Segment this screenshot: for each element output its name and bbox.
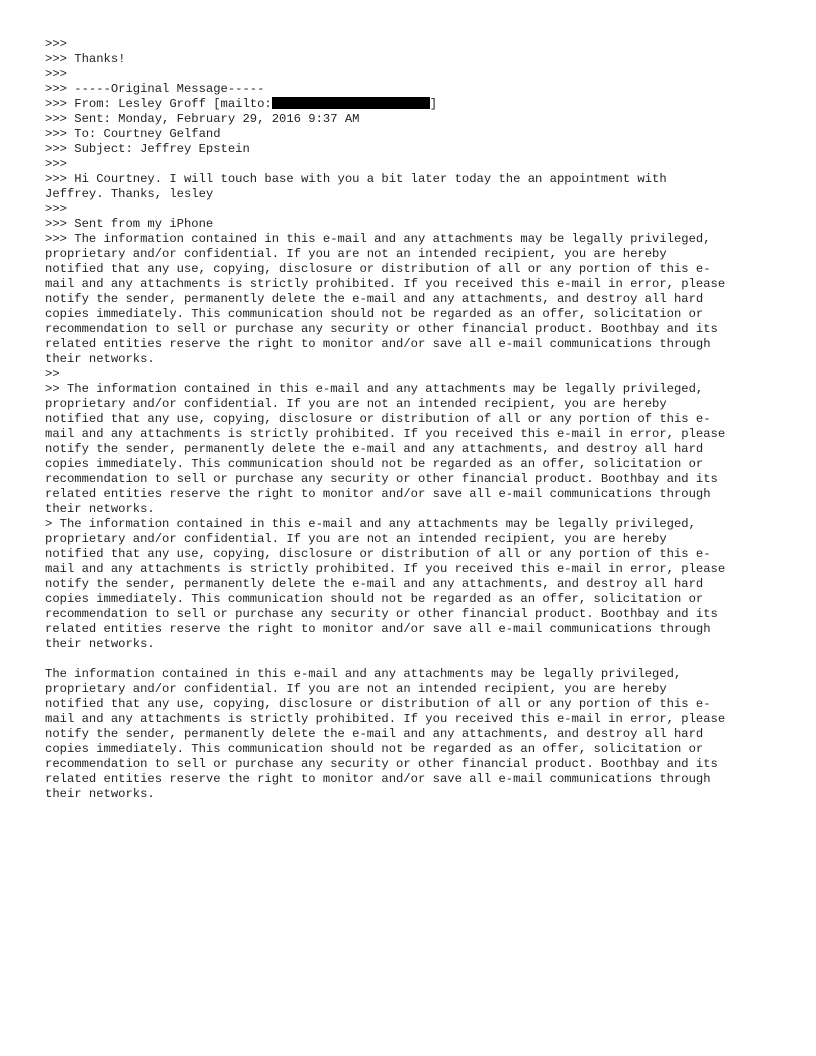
text-line: >>> bbox=[45, 67, 67, 81]
text-line: related entities reserve the right to monitor and/or save all e-mail communications through bbox=[45, 772, 711, 786]
text-line: >>> bbox=[45, 202, 67, 216]
text-line: mail and any attachments is strictly prohibited. If you received this e-mail in error, please bbox=[45, 427, 726, 441]
text-line: proprietary and/or confidential. If you are not an intended recipient, you are hereby bbox=[45, 247, 667, 261]
text-line: copies immediately. This communication should not be regarded as an offer, solicitation or bbox=[45, 457, 704, 471]
text-line: their networks. bbox=[45, 352, 155, 366]
text-line: notified that any use, copying, disclosure or distribution of all or any portion of this e- bbox=[45, 412, 711, 426]
text-line: >>> bbox=[45, 157, 67, 171]
from-line bbox=[45, 97, 785, 112]
text-line: related entities reserve the right to monitor and/or save all e-mail communications through bbox=[45, 622, 711, 636]
disclaimer-block-2 bbox=[45, 382, 785, 517]
redaction-box bbox=[272, 97, 430, 109]
text-line: > The information contained in this e-mail and any attachments may be legally privileged, bbox=[45, 517, 696, 531]
text-line: notified that any use, copying, disclosure or distribution of all or any portion of this e- bbox=[45, 262, 711, 276]
text-line: Jeffrey. Thanks, lesley bbox=[45, 187, 214, 201]
text-line: >>> bbox=[45, 37, 67, 51]
text-line: copies immediately. This communication should not be regarded as an offer, solicitation or bbox=[45, 592, 704, 606]
text-line: notify the sender, permanently delete the e-mail and any attachments, and destroy all hard bbox=[45, 727, 704, 741]
text-line: mail and any attachments is strictly prohibited. If you received this e-mail in error, please bbox=[45, 562, 726, 576]
text-line: copies immediately. This communication should not be regarded as an offer, solicitation or bbox=[45, 742, 704, 756]
text-line: >>> To: Courtney Gelfand bbox=[45, 127, 221, 141]
text-line: >>> Hi Courtney. I will touch base with you a bit later today the an appointment with bbox=[45, 172, 667, 186]
text-line: proprietary and/or confidential. If you are not an intended recipient, you are hereby bbox=[45, 532, 667, 546]
text-line: their networks. bbox=[45, 637, 155, 651]
text-line: >>> Sent from my iPhone bbox=[45, 217, 214, 231]
from-suffix: ] bbox=[429, 97, 438, 111]
text-line: proprietary and/or confidential. If you are not an intended recipient, you are hereby bbox=[45, 682, 667, 696]
text-line: >> The information contained in this e-mail and any attachments may be legally privileged, bbox=[45, 382, 704, 396]
text-line: mail and any attachments is strictly prohibited. If you received this e-mail in error, please bbox=[45, 712, 726, 726]
from-prefix: >>> From: Lesley Groff [mailto: bbox=[45, 97, 272, 111]
disclaimer-block-1 bbox=[45, 232, 785, 382]
text-line: their networks. bbox=[45, 787, 155, 801]
text-line: >>> Subject: Jeffrey Epstein bbox=[45, 142, 250, 156]
blank-line bbox=[45, 652, 785, 667]
text-line: >>> Sent: Monday, February 29, 2016 9:37 AM bbox=[45, 112, 360, 126]
text-line: recommendation to sell or purchase any security or other financial product. Boothbay and its bbox=[45, 472, 718, 486]
text-line: >>> Thanks! bbox=[45, 52, 126, 66]
text-line: related entities reserve the right to monitor and/or save all e-mail communications through bbox=[45, 337, 711, 351]
disclaimer-block-3 bbox=[45, 517, 785, 652]
text-line: mail and any attachments is strictly prohibited. If you received this e-mail in error, please bbox=[45, 277, 726, 291]
text-line: recommendation to sell or purchase any security or other financial product. Boothbay and its bbox=[45, 607, 718, 621]
text-line: related entities reserve the right to monitor and/or save all e-mail communications through bbox=[45, 487, 711, 501]
text-line: their networks. bbox=[45, 502, 155, 516]
text-line: recommendation to sell or purchase any security or other financial product. Boothbay and its bbox=[45, 757, 718, 771]
text-line: notify the sender, permanently delete the e-mail and any attachments, and destroy all hard bbox=[45, 577, 704, 591]
text-line: notify the sender, permanently delete the e-mail and any attachments, and destroy all hard bbox=[45, 442, 704, 456]
text-line: >> bbox=[45, 367, 60, 381]
text-line: >>> -----Original Message----- bbox=[45, 82, 265, 96]
text-line: recommendation to sell or purchase any security or other financial product. Boothbay and its bbox=[45, 322, 718, 336]
text-line: The information contained in this e-mail and any attachments may be legally privileged, bbox=[45, 667, 682, 681]
disclaimer-block-4 bbox=[45, 667, 785, 802]
quoted-header bbox=[45, 37, 785, 232]
text-line: notified that any use, copying, disclosure or distribution of all or any portion of this e- bbox=[45, 697, 711, 711]
text-line: proprietary and/or confidential. If you are not an intended recipient, you are hereby bbox=[45, 397, 667, 411]
text-line: notified that any use, copying, disclosure or distribution of all or any portion of this e- bbox=[45, 547, 711, 561]
text-line: notify the sender, permanently delete the e-mail and any attachments, and destroy all hard bbox=[45, 292, 704, 306]
text-line: copies immediately. This communication should not be regarded as an offer, solicitation or bbox=[45, 307, 704, 321]
text-line: >>> The information contained in this e-mail and any attachments may be legally privileged, bbox=[45, 232, 711, 246]
email-document bbox=[45, 37, 785, 802]
